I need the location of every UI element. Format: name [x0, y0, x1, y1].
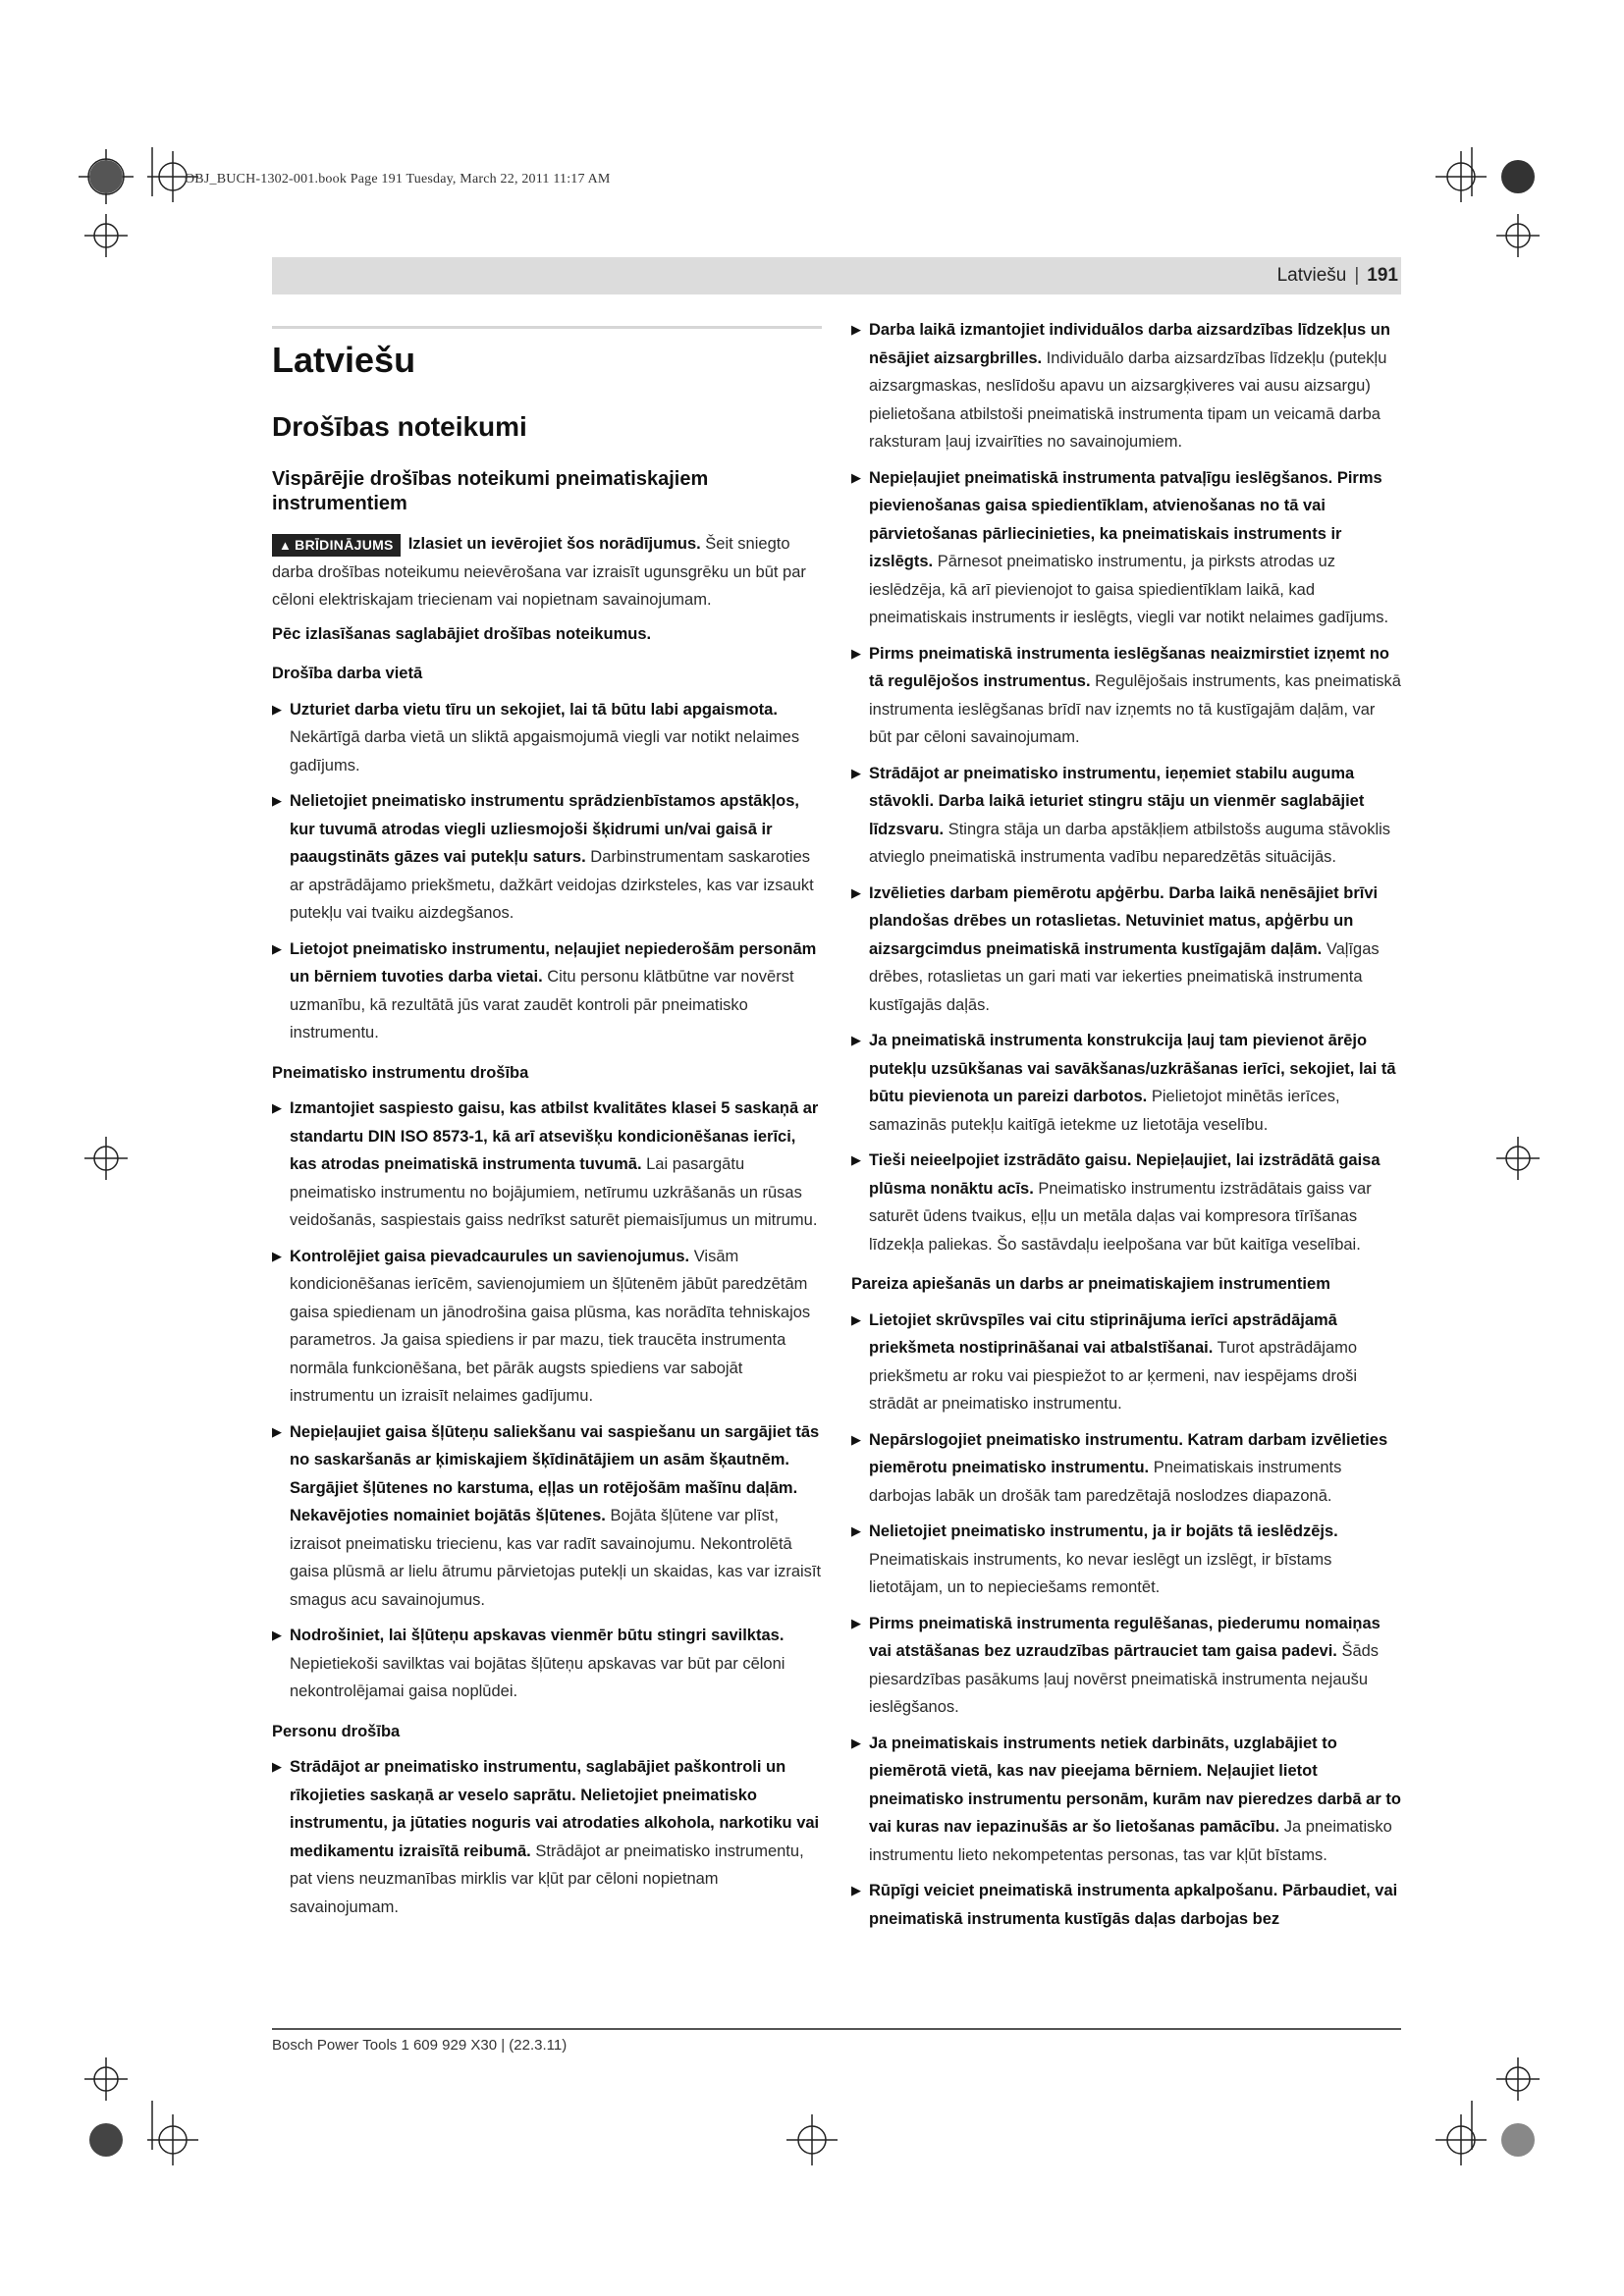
warning-text: Šeit sniegto darba drošības noteikumu neievērošana var izraisīt ugunsgrēku un būt par cēloni elektriskajam triecienam vai nopietnam savainojumam. — [272, 535, 806, 609]
pneumatic-list — [272, 1095, 822, 1706]
list-item: ▶ Nepieļaujiet pneimatiskā instrumenta patvaļīgu ieslēgšanos. Pirms pievienošanas gaisa spiedientīklam, atvienošanas no tā vai pārvietošanas pārliecinieties, ka pneimatiskais instruments ir izslēgts. Pārnesot pneimatisko instrumentu, ja pirksts atrodas uz ieslēdzēja, kā arī pievienojot to gaisa spiedientīklam laikā, kad pneimatiskais instruments ir ieslēgts, viegli var notikt nelaimes gadījums. — [851, 464, 1401, 632]
warning-bold: Izlasiet un ievērojiet šos norādījumus. — [407, 535, 701, 553]
color-patch-icon — [89, 160, 123, 193]
handling-heading: Pareiza apiešanās un darbs ar pneimatiskajiem instrumentiem — [851, 1275, 1330, 1293]
list-item: ▶ Nepārslogojiet pneimatisko instrumentu. Katram darbam izvēlieties piemērotu pneimatisko instrumentu. Pneimatiskais instruments darbojas labāk un drošāk tam paredzētajā noslodzes diapazonā. — [851, 1426, 1401, 1511]
file-info: OBJ_BUCH-1302-001.book Page 191 Tuesday, March 22, 2011 11:17 AM — [185, 172, 611, 187]
pneumatic-heading: Pneimatisko instrumentu drošība — [272, 1063, 529, 1082]
workplace-heading: Drošība darba vietā — [272, 665, 423, 682]
list-item: ▶ Pirms pneimatiskā instrumenta ieslēgšanas neaizmirstiet izņemt no tā regulējošos instrumentus. Regulējošais instruments, kas pneimatiskā instrumenta ieslēgšanas brīdī nav izņemts no tā kustīgajām daļām, var būt par cēloni savainojumam. — [851, 640, 1401, 752]
color-patch-icon — [1501, 160, 1535, 193]
list-item: ▶ Nodrošiniet, lai šļūteņu apskavas vienmēr būtu stingri savilktas. Nepietiekoši savilktas vai bojātas šļūteņu apskavas var būt par cēloni nekontrolējamai gaisa noplūdei. — [272, 1622, 822, 1706]
list-item: ▶ Tieši neieelpojiet izstrādāto gaisu. Nepieļaujiet, lai izstrādātā gaisa plūsma nonāktu acīs. Pneimatisko instrumentu izstrādātais gaiss var saturēt ūdens tvaikus, eļļu un metāla daļas vai kompresora tīrīšanas līdzekļa paliekas. Šo sastāvdaļu ieelpošana var būt kaitīga veselībai. — [851, 1147, 1401, 1258]
list-item: ▶ Izmantojiet saspiesto gaisu, kas atbilst kvalitātes klasei 5 saskaņā ar standartu DIN ISO 8573-1, kā arī atsevišķu kondicionēšanas ierīci, kas atrodas pneimatiskā instrumenta tuvumā. Lai pasargātu pneimatisko instrumentu no bojājumiem, netīrumu uzkrāšanās un rūsas veidošanās, saspiestais gaiss nedrīkst saturēt piemaisījumus un mitrumu. — [272, 1095, 822, 1235]
color-patch-icon — [89, 2123, 123, 2157]
bullet-arrow-icon: ▶ — [272, 940, 282, 956]
subsection-title: Vispārējie drošības noteikumi pneimatiskajiem instrumentiem — [272, 468, 709, 514]
bullet-arrow-icon: ▶ — [851, 322, 861, 337]
registration-target-icon — [1496, 2057, 1540, 2101]
bullet-arrow-icon: ▶ — [272, 701, 282, 717]
color-patch-icon — [1501, 2123, 1535, 2157]
handling-list — [851, 1307, 1401, 1934]
bullet-arrow-icon: ▶ — [272, 1628, 282, 1642]
keep-instructions-note: Pēc izlasīšanas saglabājiet drošības noteikumus. — [272, 624, 652, 643]
warning-triangle-icon: ▲ — [279, 538, 293, 553]
page-number: 191 — [1367, 265, 1398, 286]
language-title: Latviešu — [272, 340, 416, 380]
header-language: Latviešu — [1276, 265, 1347, 286]
registration-target-icon — [84, 214, 128, 257]
bullet-arrow-icon: ▶ — [272, 1248, 282, 1263]
bullet-arrow-icon: ▶ — [851, 1033, 861, 1047]
bullet-arrow-icon: ▶ — [272, 793, 282, 808]
bullet-arrow-icon: ▶ — [272, 1100, 282, 1115]
right-column — [851, 316, 1401, 1941]
bullet-arrow-icon: ▶ — [851, 1735, 861, 1750]
list-item: ▶ Ja pneimatiskais instruments netiek darbināts, uzglabājiet to piemērotā vietā, kas nav pieejama bērniem. Neļaujiet lietot pneimatisko instrumentu personām, kurām nav pieredzes darbā ar to vai kuras nav iepazinušās ar šo lietošanas pamācību. Ja pneimatisko instrumentu lieto nekompetentas personas, tas var kļūt bīstams. — [851, 1730, 1401, 1870]
registration-target-icon — [1496, 214, 1540, 257]
list-item: ▶ Rūpīgi veiciet pneimatiskā instrumenta apkalpošanu. Pārbaudiet, vai pneimatiskā instrumenta kustīgās daļas darbojas bez — [851, 1877, 1401, 1933]
list-item: ▶ Strādājot ar pneimatisko instrumentu, ieņemiet stabilu auguma stāvokli. Darba laikā ieturiet stingru stāju un vienmēr saglabājiet līdzsvaru. Stingra stāja un darba apstākļiem atbilstošs auguma stāvoklis atvieglo pneimatiskā instrumenta vadību neparedzētās situācijās. — [851, 760, 1401, 872]
workplace-list — [272, 696, 822, 1047]
header-separator: | — [1354, 265, 1360, 286]
left-column — [272, 334, 822, 1929]
bullet-arrow-icon: ▶ — [851, 1523, 861, 1538]
registration-target-icon — [84, 2057, 128, 2101]
list-item: ▶ Nelietojiet pneimatisko instrumentu sprādzienbīstamos apstākļos, kur tuvumā atrodas viegli uzliesmojoši šķidrumi un/vai gaisā ir paaugstināts gāzes vai putekļu saturs. Darbinstrumentam saskaroties ar apstrādājamo priekšmetu, dažkārt veidojas dzirksteles, kas var izsaukt putekļu vai tvaiku aizdegšanos. — [272, 787, 822, 928]
bullet-arrow-icon: ▶ — [851, 1615, 861, 1630]
section-divider — [272, 326, 822, 329]
bullet-arrow-icon: ▶ — [851, 1152, 861, 1167]
personal-list-continued — [851, 316, 1401, 1258]
bullet-arrow-icon: ▶ — [851, 469, 861, 485]
registration-target-icon — [147, 2114, 198, 2165]
section-title: Drošības noteikumi — [272, 411, 527, 442]
list-item: ▶ Darba laikā izmantojiet individuālos darba aizsardzības līdzekļus un nēsājiet aizsargbrilles. Individuālo darba aizsardzības līdzekļu (putekļu aizsargmaskas, neslīdošu apavu un aizsargķiveres vai ausu aizsargu) pielietošana atbilstoši pneimatiskā instrumenta tipam un veicamā darba raksturam ļauj izvairīties no savainojumiem. — [851, 316, 1401, 456]
bullet-arrow-icon: ▶ — [851, 1431, 861, 1447]
registration-target-icon — [84, 1137, 128, 1180]
warning-badge: ▲ BRĪDINĀJUMS — [272, 534, 401, 557]
registration-target-icon — [786, 2114, 838, 2165]
footer: Bosch Power Tools 1 609 929 X30 | (22.3.11) — [272, 2037, 568, 2054]
running-header — [1277, 261, 1398, 291]
registration-target-icon — [1435, 2114, 1487, 2165]
header-bar — [272, 257, 1401, 294]
bullet-arrow-icon: ▶ — [851, 1883, 861, 1897]
bullet-arrow-icon: ▶ — [272, 1423, 282, 1439]
list-item: ▶ Lietojot pneimatisko instrumentu, neļaujiet nepiederošām personām un bērniem tuvoties darba vietai. Citu personu klātbūtne var novērst uzmanību, kā rezultātā jūs varat zaudēt kontroli pār pneimatisko instrumentu. — [272, 935, 822, 1047]
bullet-arrow-icon: ▶ — [851, 1311, 861, 1327]
list-item: ▶ Pirms pneimatiskā instrumenta regulēšanas, piederumu nomaiņas vai atstāšanas bez uzraudzības pārtrauciet tam gaisa padevi. Šāds piesardzības pasākums ļauj novērst pneimatiskā instrumenta nejaušu ieslēgšanos. — [851, 1610, 1401, 1722]
bullet-arrow-icon: ▶ — [272, 1759, 282, 1774]
bullet-arrow-icon: ▶ — [851, 765, 861, 780]
footer-rule — [272, 2028, 1401, 2030]
personal-list — [272, 1753, 822, 1921]
personal-heading: Personu drošība — [272, 1722, 401, 1740]
warning-paragraph — [272, 530, 822, 614]
bullet-arrow-icon: ▶ — [851, 645, 861, 661]
list-item: ▶ Uzturiet darba vietu tīru un sekojiet, lai tā būtu labi apgaismota. Nekārtīgā darba vietā un sliktā apgaismojumā viegli var notikt nelaimes gadījums. — [272, 696, 822, 780]
list-item: ▶ Strādājot ar pneimatisko instrumentu, saglabājiet paškontroli un rīkojieties saskaņā ar veselo saprātu. Nelietojiet pneimatisko instrumentu, ja jūtaties noguris vai atrodaties alkohola, narkotiku vai medikamentu izraisītā reibumā. Strādājot ar pneimatisko instrumentu, pat viens neuzmanības mirklis var kļūt par cēloni nopietnam savainojumam. — [272, 1753, 822, 1921]
list-item: ▶ Lietojiet skrūvspīles vai citu stiprinājuma ierīci apstrādājamā priekšmeta nostiprināšanai vai atbalstīšanai. Turot apstrādājamo priekšmetu ar roku vai piespiežot to ar ķermeni, nav iespējams droši strādāt ar pneimatisko instrumentu. — [851, 1307, 1401, 1418]
list-item: ▶ Kontrolējiet gaisa pievadcaurules un savienojumus. Visām kondicionēšanas ierīcēm, savienojumiem un šļūtenēm jābūt paredzētām gaisa spiedienam un jānodrošina gaisa plūsma, kas norādīta tehniskajos parametros. Ja gaisa spiediens ir par mazu, tiek traucēta instrumenta normāla funkcionēšana, bet pārāk augsts spiediens var sabojāt instrumentu un izraisīt nelaimes gadījumu. — [272, 1243, 822, 1411]
list-item: ▶ Nepieļaujiet gaisa šļūteņu saliekšanu vai saspiešanu un sargājiet tās no saskaršanās ar ķimiskajiem šķīdinātājiem un asām šķautnēm. Sargājiet šļūtenes no karstuma, eļļas un rotējošām mašīnu daļām. Nekavējoties nomainiet bojātās šļūtenes. Bojāta šļūtene var plīst, izraisot pneimatisku triecienu, kas var radīt savainojumu. Nekontrolētā gaisa plūsmā ar lielu ātrumu pārvietojas putekļi un skaidas, kas var izraisīt smagus acu savainojumus. — [272, 1418, 822, 1615]
registration-target-icon — [1435, 151, 1487, 202]
list-item: ▶ Izvēlieties darbam piemērotu apģērbu. Darba laikā nenēsājiet brīvi plandošas drēbes un rotaslietas. Netuviniet matus, apģērbu un aizsargcimdus pneimatiskā instrumenta kustīgajām daļām. Vaļīgas drēbes, rotaslietas un gari mati var iekerties pneimatiskā instrumenta kustīgajās daļās. — [851, 880, 1401, 1020]
bullet-arrow-icon: ▶ — [851, 884, 861, 900]
list-item: ▶ Nelietojiet pneimatisko instrumentu, ja ir bojāts tā ieslēdzējs. Pneimatiskais instruments, ko nevar ieslēgt un izslēgt, ir bīstams lietotājam, un to nepieciešams remontēt. — [851, 1518, 1401, 1602]
registration-target-icon — [1496, 1137, 1540, 1180]
list-item: ▶ Ja pneimatiskā instrumenta konstrukcija ļauj tam pievienot ārējo putekļu uzsūkšanas vai savākšanas/uzkrāšanas ierīci, sekojiet, lai tā būtu pievienota un pareizi darbotos. Pielietojot minētās ierīces, samazinās putekļu kaitīgā ietekme uz lietotāja veselību. — [851, 1027, 1401, 1139]
